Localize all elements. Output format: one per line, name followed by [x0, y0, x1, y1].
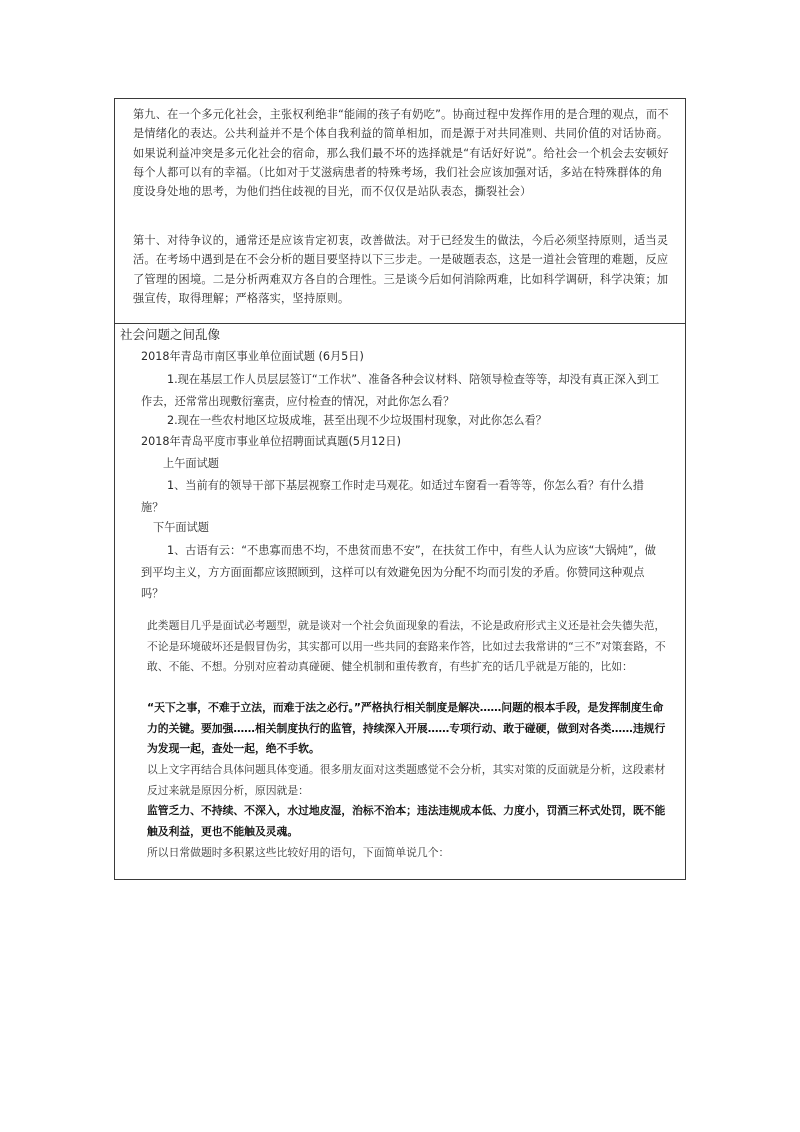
afternoon-label: 下午面试题: [153, 521, 209, 534]
question-3: 1、当前有的领导干部下基层视察工作时走马观花。如适过车窗看一看等等，你怎么看？有什么措施？: [141, 479, 644, 514]
question-2: 2.现在一些农村地区垃圾成堆，甚至出现不少垃圾围村现象，对此你怎么看？: [167, 414, 547, 427]
analysis-quote: “天下之事，不难于立法，而难于法之必行。”严格执行相关制度是解决……问题的根本手段，是发挥制度生命力的关键。要加强……相关制度执行的监管，持续深入开展……专项行动、敢于碰硬，做到对各类……违规行为发现一起，查处一起，绝不手软。: [147, 701, 666, 755]
analysis-closing: 所以日常做题时多积累这些比较好用的语句，下面简单说几个：: [147, 846, 450, 859]
document-table: [114, 98, 686, 880]
question-4: 1、古语有云：“不患寡而患不均，不患贫而患不安”，在扶贫工作中，有些人认为应该“大锅炖”，做到平均主义，方方面面都应该照顾到，这样可以有效避免因为分配不均而引发的矛盾。你赞同这种观点吗？: [141, 544, 656, 600]
exam-title-pingdu: 2018年青岛平度市事业单位招聘面试真题(5月12日): [141, 435, 401, 448]
exam-title-shinan: 2018年青岛市南区事业单位面试题 (6月5日): [141, 350, 364, 363]
top-cell: [115, 99, 685, 324]
question-1: 1.现在基层工作人员层层签订“工作状”、准备各种会议材料、陪领导检查等等，却没有真正深入到工作去，还常常出现敷衍塞责，应付检查的情况，对此你怎么看？: [141, 373, 660, 408]
paragraph-tenth: 第十、对待争议的，通常还是应该肯定初衷，改善做法。对于已经发生的做法，今后必须坚持原则，适当灵活。在考场中遇到是在不会分析的题目要坚持以下三步走。一是破题表态，这是一道社会管理的难题，反应了管理的困境。二是分析两难双方各自的合理性。三是谈今后如何消除两难，比如科学调研，科学决策；加强宣传，取得理解；严格落实，坚持原则。: [133, 234, 669, 305]
paragraph-ninth: 第九、在一个多元化社会，主张权利绝非“能闹的孩子有奶吃”。协商过程中发挥作用的是合理的观点，而不是情绪化的表达。公共利益并不是个体自我利益的简单相加，而是源于对共同准则、共同价值的对话协商。如果说利益冲突是多元化社会的宿命，那么我们最不坏的选择就是“有话好好说”。给社会一个机会去安顿好每个人都可以有的幸福。（比如对于艾滋病患者的特殊考场，我们社会应该加强对话，多站在特殊群体的角度设身处地的思考，为他们挡住歧视的目光，而不仅仅是站队表态，撕裂社会）: [133, 108, 669, 199]
analysis-paragraph: 以上文字再结合具体问题具体变通。很多朋友面对这类题感觉不会分析，其实对策的反面就是分析，这段素材反过来就是原因分析，原因就是：: [147, 763, 666, 797]
analysis-intro: 此类题目几乎是面试必考题型，就是谈对一个社会负面现象的看法，不论是政府形式主义还是社会失德失范，不论是环境破坏还是假冒伪劣，其实都可以用一些共同的套路来作答，比如过去我常讲的“三不”对策套路，不敢、不能、不想。分别对应着动真碰硬、健全机制和重传教育，有些扩充的话几乎就是万能的，比如：: [147, 619, 666, 673]
section-title: 社会问题之间乱像: [120, 327, 221, 342]
morning-label: 上午面试题: [163, 457, 219, 470]
analysis-causes: 监管乏力、不持续、不深入，水过地皮湿，治标不治本；违法违规成本低、力度小，罚酒三杯式处罚，既不能触及利益，更也不能触及灵魂。: [147, 804, 666, 838]
analysis-box: [133, 612, 667, 874]
